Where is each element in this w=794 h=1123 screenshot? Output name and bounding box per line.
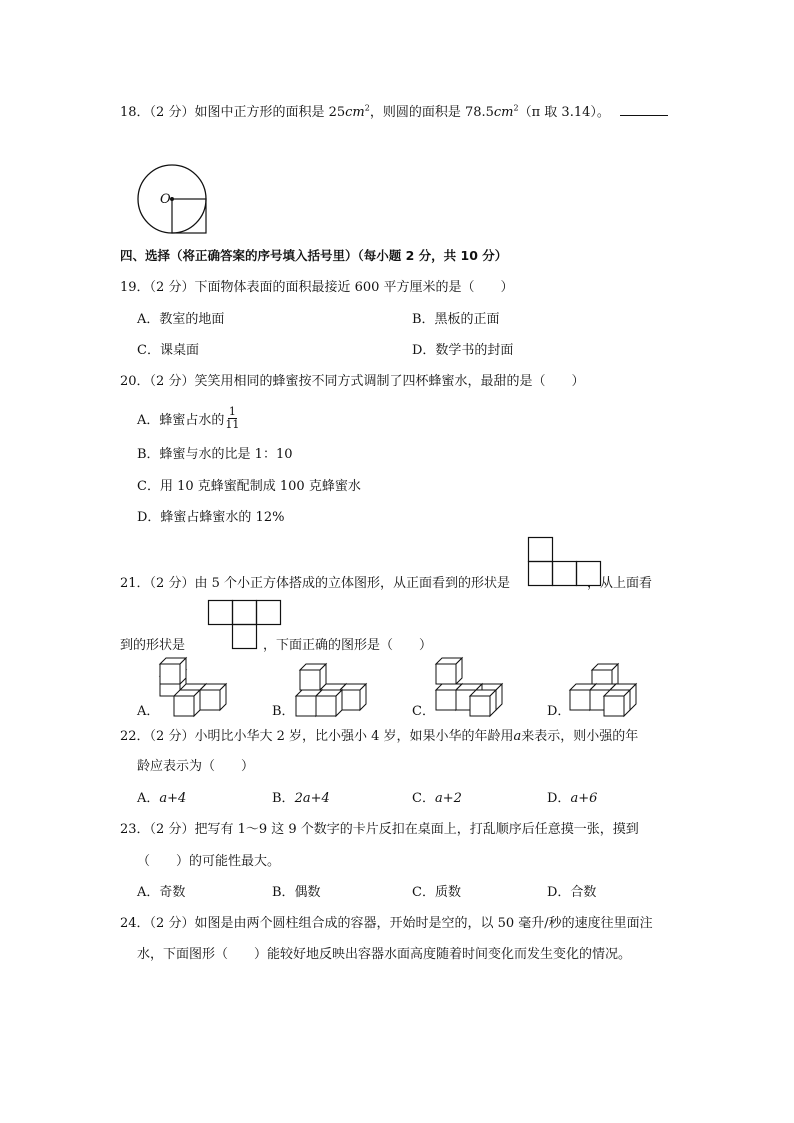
circle-square-figure bbox=[137, 164, 209, 234]
q23-option-c[interactable]: C．质数 bbox=[412, 885, 461, 900]
q23-stem-line1: 23．（2 分）把写有 1～9 这 9 个数字的卡片反扣在桌面上，打乱顺序后任意摸一张，摸到 bbox=[120, 822, 639, 837]
front-view-figure bbox=[528, 537, 604, 587]
q20-option-d[interactable]: D．蜂蜜占蜂蜜水的 12% bbox=[137, 510, 285, 525]
q20-option-b[interactable]: B．蜂蜜与水的比是 1：10 bbox=[137, 447, 293, 462]
q24-stem-line1: 24．（2 分）如图是由两个圆柱组合成的容器，开始时是空的，以 50 毫升/秒的速度往里面注 bbox=[120, 916, 653, 931]
q24-stem-line2: 水，下面图形（ ）能较好地反映出容器水面高度随着时间变化而发生变化的情况。 bbox=[137, 947, 632, 962]
q20-option-a[interactable]: A．蜂蜜占水的 $\frac{1}{11}$ bbox=[137, 405, 240, 431]
q21-option-a-figure[interactable] bbox=[160, 658, 240, 716]
q19-stem: 19．（2 分）下面物体表面的面积最接近 600 平方厘米的是（ ） bbox=[120, 280, 514, 295]
q19-option-a[interactable]: A．教室的地面 bbox=[137, 312, 225, 327]
q21-stem-line1: 21．（2 分）由 5 个小正方体搭成的立体图形，从正面看到的形状是 ，从上面看 bbox=[120, 576, 652, 591]
q20-stem: 20．（2 分）笑笑用相同的蜂蜜按不同方式调制了四杯蜂蜜水，最甜的是（ ） bbox=[120, 374, 585, 389]
q21-option-d-figure[interactable] bbox=[570, 658, 650, 716]
q21-option-c[interactable]: C． bbox=[412, 704, 435, 719]
q23-option-a[interactable]: A．奇数 bbox=[137, 885, 186, 900]
q22-option-b[interactable]: B．2a+4 bbox=[272, 791, 330, 806]
q19-option-b[interactable]: B．黑板的正面 bbox=[412, 312, 500, 327]
q23-stem-line2: （ ）的可能性最大。 bbox=[137, 854, 281, 869]
q21-option-c-figure[interactable] bbox=[436, 658, 516, 716]
q21-option-a[interactable]: A． bbox=[137, 704, 160, 719]
q22-stem-line1: 22．（2 分）小明比小华大 2 岁，比小强小 4 岁，如果小华的年龄用a来表示，则小强的年 bbox=[120, 729, 639, 744]
answer-blank[interactable] bbox=[620, 103, 668, 116]
q22-option-d[interactable]: D．a+6 bbox=[547, 791, 598, 806]
q22-option-a[interactable]: A．a+4 bbox=[137, 791, 187, 806]
q19-option-c[interactable]: C．课桌面 bbox=[137, 343, 199, 358]
q20-option-c[interactable]: C．用 10 克蜂蜜配制成 100 克蜂蜜水 bbox=[137, 479, 361, 494]
circle-center-label: O bbox=[160, 192, 171, 207]
q21-option-b[interactable]: B． bbox=[272, 704, 295, 719]
q19-option-d[interactable]: D．数学书的封面 bbox=[412, 343, 514, 358]
q21-option-b-figure[interactable] bbox=[296, 658, 376, 716]
q22-stem-line2: 龄应表示为（ ） bbox=[137, 759, 255, 774]
top-view-figure bbox=[208, 600, 284, 650]
fraction: $\frac{1}{11}$ bbox=[225, 405, 240, 431]
q22-option-c[interactable]: C．a+2 bbox=[412, 791, 462, 806]
q21-option-d[interactable]: D． bbox=[547, 704, 571, 719]
q21-stem-line2: 到的形状是 ，下面正确的图形是（ ） bbox=[120, 638, 433, 653]
q18-stem: 18．（2 分）如图中正方形的面积是 $25cm^2$，则圆的面积是 $78.5cm^2(\pi$ 取 3.14）。 bbox=[120, 103, 668, 123]
section-title: 四、选择（将正确答案的序号填入括号里）（每小题 2 分，共 10 分） bbox=[120, 248, 508, 263]
q23-option-d[interactable]: D．合数 bbox=[547, 885, 597, 900]
q23-option-b[interactable]: B．偶数 bbox=[272, 885, 321, 900]
